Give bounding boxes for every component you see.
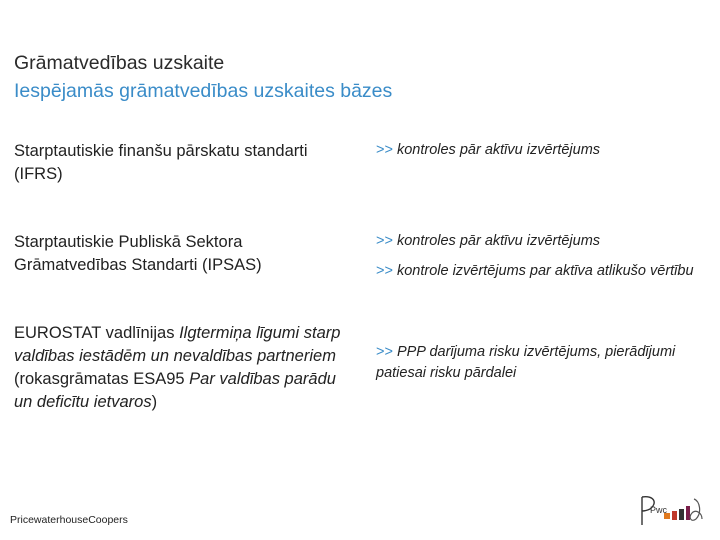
arrow-marker: >> [376,263,393,279]
detail-item [376,342,720,384]
detail-item [376,231,720,252]
arrow-marker: >> [376,233,393,249]
detail-text: kontroles pār aktīvu izvērtējums [392,233,601,249]
label-part: EUROSTAT vadlīnijas [14,324,180,342]
row-detail [376,342,720,393]
detail-item [376,140,720,161]
row-label: Starptautiskie Publiskā Sektora Grāmatvedības Standarti (IPSAS) [14,233,262,274]
detail-text: PPP darījuma risku izvērtējums, pierādījumi patiesai risku pārdalei [376,344,676,381]
slide-title: Grāmatvedības uzskaite [14,52,225,74]
detail-text: kontrole izvērtējums par aktīva atlikušo vērtību [392,263,694,279]
row-detail [376,140,720,170]
label-part-italic: Par valdības parādu un deficītu ietvaros [14,370,336,411]
detail-text: kontroles pār aktīvu izvērtējums [392,142,601,158]
slide-subtitle: Iespējamās grāmatvedības uzskaites bāzes [14,80,393,102]
row-label [14,322,354,414]
footer-company: PricewaterhouseCoopers [10,514,128,526]
detail-item [376,261,720,282]
label-part: ) [151,393,158,411]
logo-label: Pwc [650,505,668,515]
arrow-marker: >> [376,142,393,158]
row-label: Starptautiskie finanšu pārskatu standarti (IFRS) [14,142,308,183]
label-part-italic: Ilgtermiņa līgumi starp valdības iestādēm un nevaldības partneriem [14,324,341,365]
arrow-marker: >> [376,344,393,360]
row-detail [376,231,720,291]
label-part: (rokasgrāmatas ESA95 [14,370,190,388]
pwc-logo-icon [636,491,712,531]
